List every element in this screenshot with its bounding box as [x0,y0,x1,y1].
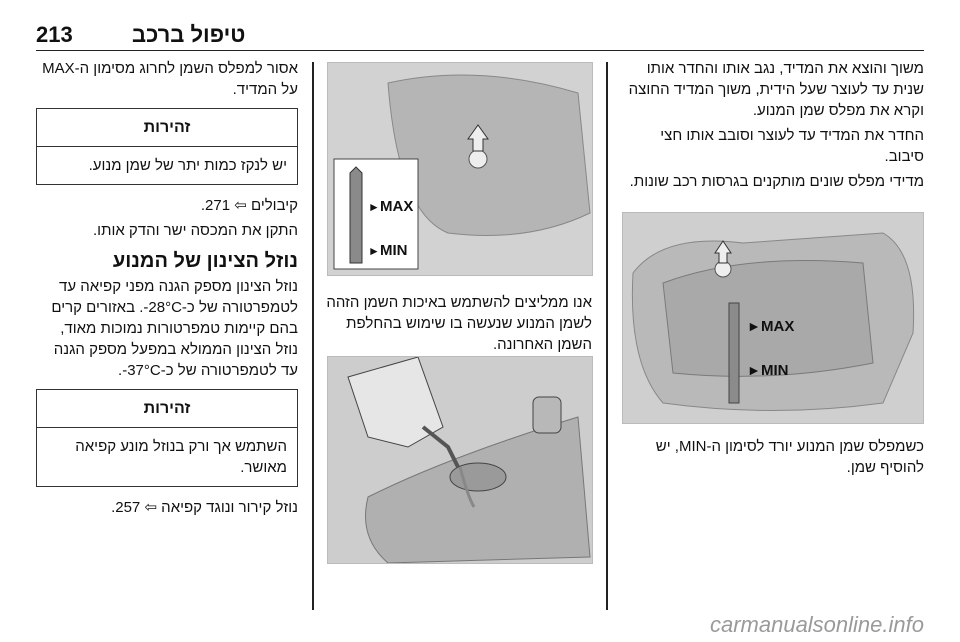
min-marker-label: MIN [761,362,789,379]
svg-text:►: ► [747,362,761,378]
cross-reference: נוזל קירור ונוגד קפיאה ⇦ 257. [111,499,298,516]
column-divider-left [312,62,314,610]
min-marker-label: MIN [380,242,408,259]
svg-text:►: ► [368,200,380,214]
dipstick-closeup-illustration [327,62,593,276]
warning-box [36,389,298,487]
max-marker-label: MAX [380,198,414,215]
page-header [36,18,924,51]
paragraph: נוזל הצינון מספק הגנה מפני קפיאה עד לטמפרטורה של כ-28°C-. באזורים קרים בהם קיימות טמפרטורות נמוכות מאוד, נוזל הצינון הממולא במפעל מספק הגנה עד לטמפרטורה של כ-37°C-. [51,278,298,379]
max-marker-label: MAX [761,318,795,335]
warning-box [36,108,298,185]
warning-title: זהירות [37,390,297,428]
left-column [36,58,298,522]
page-number: 213 [36,22,73,47]
engine-dipstick-illustration [622,212,924,424]
warning-body: השתמש אך ורק בנוזל מונע קפיאה מאושר. [75,438,287,476]
cross-reference: קיבולים ⇦ 271. [200,197,298,214]
right-column [620,58,924,196]
paragraph: משוך והוצא את המדיד, נגב אותו והחדר אותו שנית עד לעוצר שעל הידית, משוך המדיד החוצה וקרא את מפלס שמן המנוע. [628,60,924,119]
oil-filling-illustration [327,356,593,564]
section-title: נוזל הצינון של המנוע [112,250,298,272]
paragraph: התקן את המכסה ישר והדק אותו. [93,222,298,239]
svg-text:►: ► [368,244,380,258]
paragraph: אסור למפלס השמן לחרוג מסימון ה-MAX על המדיד. [42,60,298,98]
warning-title: זהירות [37,109,297,147]
warning-body: יש לנקז כמות יתר של שמן מנוע. [88,157,287,174]
paragraph: החדר את המדיד עד לעוצר וסובב אותו חצי סיבוב. [660,127,924,165]
image-caption: אנו ממליצים להשתמש באיכות השמן הזהה לשמן המנוע שנעשה בו שימוש בהחלפת השמן האחרונה. [326,294,592,353]
column-divider-right [606,62,608,610]
watermark: carmanualsonline.info [709,612,924,637]
paragraph: מדידי מפלס שונים מותקנים בגרסות רכב שונות. [629,173,924,190]
image-caption: כשמפלס שמן המנוע יורד לסימון ה-MIN, יש להוסיף שמן. [655,438,924,476]
svg-text:►: ► [747,318,761,334]
page-title: טיפול ברכב [132,22,246,47]
